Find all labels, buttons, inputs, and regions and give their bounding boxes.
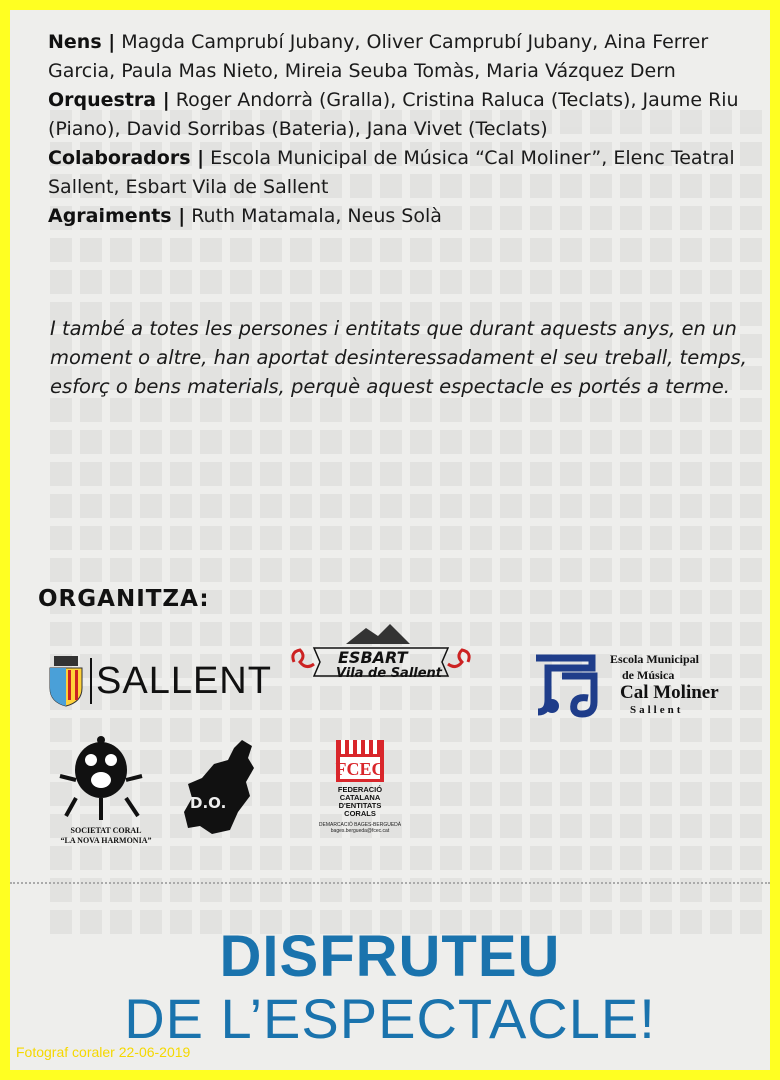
photographer-watermark: Fotograf coraler 22-06-2019	[16, 1044, 191, 1060]
program-page	[10, 10, 770, 1070]
fcec-emblem-icon	[310, 740, 410, 784]
esbart-subtitle: Vila de Sallent	[336, 666, 443, 681]
escola-line-4: Sallent	[630, 704, 684, 716]
singing-face-icon	[46, 736, 156, 824]
thanks-paragraph: I també a totes les persones i entitats que durant aquests anys, en un moment o altre, han aportat desinteressadament el seu treball, temps, esforç o bens materials, perquè aquest espectacle es portés a terme.	[50, 317, 747, 398]
fcec-line-4: CORALS	[344, 809, 376, 818]
fcec-demarcacio: DEMARCACIÓ BAGES-BERGUEDÀ	[318, 822, 402, 828]
music-note-icon	[532, 650, 606, 720]
organitza-heading: ORGANITZA:	[38, 586, 210, 612]
svg-text:FCEC: FCEC	[335, 759, 385, 779]
sallent-divider	[90, 658, 92, 704]
escola-line-3: Cal Moliner	[620, 682, 719, 703]
do-label: D.O.	[190, 794, 227, 812]
fcec-line-1: FEDERACIÓ	[337, 785, 383, 794]
coral-line-2: “LA NOVA HARMONIA”	[60, 836, 152, 845]
escola-line-1: Escola Municipal	[610, 652, 700, 666]
credit-nens: Nens | Magda Camprubí Jubany, Oliver Camprubí Jubany, Aina Ferrer Garcia, Paula Mas Nieto, Mireia Seuba Tomàs, Maria Vázquez Dern	[48, 31, 709, 82]
do-logo	[182, 738, 272, 838]
coral-line-1: SOCIETAT CORAL	[70, 826, 142, 835]
societat-coral-logo	[46, 736, 156, 848]
bleed-through-text	[50, 110, 770, 990]
esbart-logo	[286, 622, 476, 692]
region-map-icon	[182, 738, 272, 838]
escola-cal-moliner-logo	[532, 646, 742, 726]
escola-line-2: de Música	[622, 668, 675, 682]
fcec-logo	[310, 740, 410, 840]
credit-colaboradors: Colaboradors | Escola Municipal de Música “Cal Moliner”, Elenc Teatral Sallent, Esbart Vila de Sallent	[48, 147, 735, 198]
fcec-line-3: D'ENTITATS	[338, 801, 382, 810]
headline-disfruteu: DISFRUTEU	[219, 924, 561, 989]
dotted-divider	[10, 882, 770, 884]
sallent-shield-icon	[46, 656, 86, 708]
fcec-email: bages.bergueda@fcec.cat	[330, 828, 390, 834]
sallent-wordmark: SALLENT	[96, 660, 272, 702]
sallent-logo	[46, 654, 272, 708]
credit-orquestra: Orquestra | Roger Andorrà (Gralla), Cristina Raluca (Teclats), Jaume Riu (Piano), David Sorribas (Bateria), Jana Vivet (Teclats)	[48, 89, 739, 140]
credits-block	[48, 28, 760, 231]
credit-agraiments: Agraiments | Ruth Matamala, Neus Solà	[48, 205, 442, 227]
fcec-line-2: CATALANA	[339, 793, 381, 802]
headline-espectacle: DE L’ESPECTACLE!	[124, 987, 656, 1050]
esbart-title: ESBART	[338, 648, 408, 667]
